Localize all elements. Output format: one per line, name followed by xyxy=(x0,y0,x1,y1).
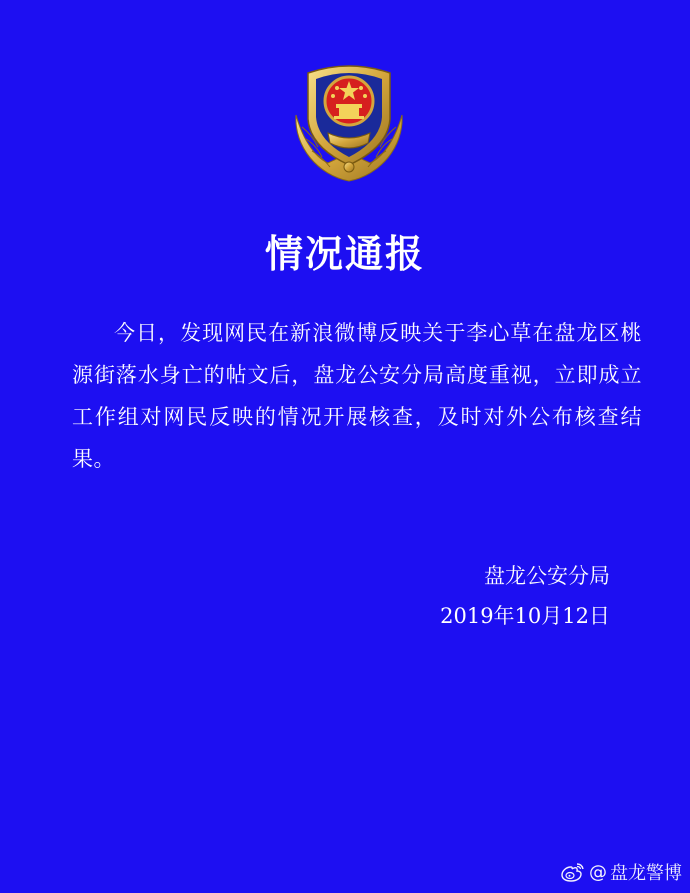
signature-date: 2019年10月12日 xyxy=(440,604,610,628)
watermark-at: @ xyxy=(589,861,607,883)
police-badge-icon xyxy=(288,57,410,185)
watermark-account: 盘龙警博 xyxy=(610,863,682,884)
page-title: 情况通报 xyxy=(264,232,425,276)
signature-org: 盘龙公安分局 xyxy=(484,564,610,588)
weibo-icon xyxy=(560,861,586,883)
notice-body: 今日，发现网民在新浪微博反映关于李心草在盘龙区桃源街落水身亡的帖文后，盘龙公安分局高度重视，立即成立工作组对网民反映的情况开展核查，及时对外公布核查结果。 xyxy=(72,321,642,471)
weibo-watermark xyxy=(560,859,682,885)
signature-block xyxy=(440,556,610,636)
